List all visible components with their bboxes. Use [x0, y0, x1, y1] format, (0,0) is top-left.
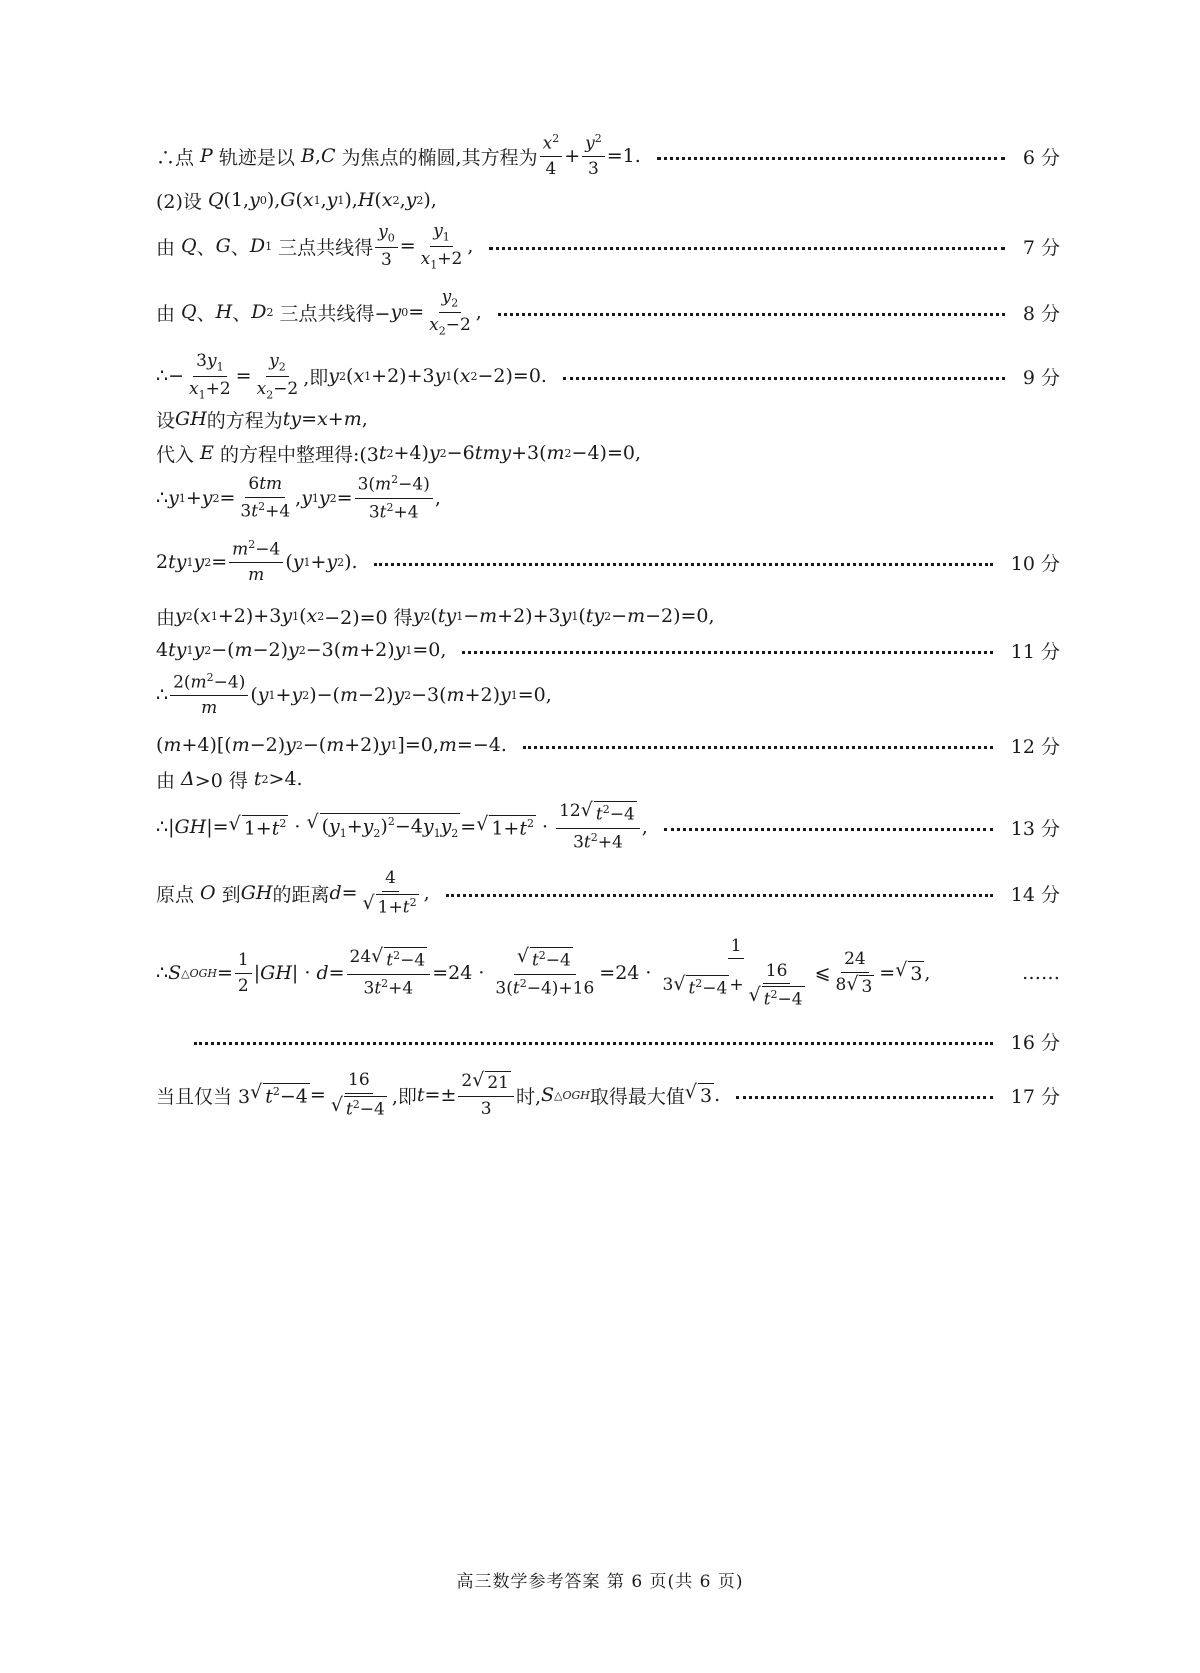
math-content: 由 y 2 ( x 1 +2)+3 y 1 ( x 2 −2)=0 得 y 2 ( ty 1 − m +2)+3 y 1 ( ty 2 − m −2)=0,	[156, 605, 715, 629]
math-content: ∴点 P 轨迹是以 B , C 为焦点的椭圆,其方程为 $\frac{x^2}{4}$ + $\frac{y^2}{3}$ =1.	[156, 132, 641, 180]
line-5	[156, 406, 1060, 432]
math-content: 当且仅当 3 √ $t^2-4$ = 16 √ $t^2-4$ ,即 t =± 2 √ 21 3 时, S △OGH 取得最大值 √ 3 .	[156, 1069, 721, 1120]
score-label: 9 分	[1022, 366, 1060, 389]
line-15	[156, 868, 1060, 918]
score-label: 17 分	[1010, 1085, 1060, 1108]
math-content: ∴ y 1 + y 2 = $\frac{6tm}{3t^2+4}$ , y 1 y 2 = $\frac{3(m^2-4)}{3t^2+4}$ ,	[156, 473, 441, 523]
math-content: 原点 O 到 GH 的距离 d = 4 √ $1+t^2$ ,	[156, 868, 430, 918]
math-content: 2 ty 1 y 2 = $\frac{m^2-4}{m}$ ( y 1 + y 2 ).	[156, 538, 358, 586]
dot-leader	[736, 1096, 993, 1099]
dot-leader	[374, 563, 993, 566]
line-13	[156, 766, 1060, 792]
score-label: 6 分	[1022, 146, 1060, 169]
line-8	[156, 538, 1060, 586]
math-content: ∴ S △OGH = $\frac{1}{2}$ | GH | · d = 24 √ $t^2-4$ $3t^2+4$ =24 · √ $t^2-4$ $3(t^2-4)+16$ =24 · 1 3 √ $t^2-4$ + 16 √ $t^2-4$ ⩽ 24 8 √ 3 = √ 3 ,	[156, 935, 931, 1011]
dot-leader	[489, 247, 1004, 250]
dot-leader	[664, 828, 993, 831]
line-11	[156, 670, 1060, 720]
math-content: (2)设 Q (1, y 0 ), G ( x 1 , y 1 ), H ( x 2 , y 2 ),	[156, 189, 437, 213]
line-2	[156, 220, 1060, 271]
math-content: ∴− $\frac{3y_1}{x_1+2}$ = $\frac{y_2}{x_2-2}$ ,即 y 2 ( x 1 +2)+3 y 1 ( x 2 −2)=0.	[156, 350, 547, 401]
continuation-dots: ……	[1022, 962, 1060, 984]
line-9	[156, 603, 1060, 629]
line-10	[156, 637, 1060, 663]
dot-leader	[446, 894, 993, 897]
line-4	[156, 350, 1060, 401]
dot-leader	[657, 157, 1005, 160]
line-12	[156, 732, 1060, 758]
score-label: 11 分	[1010, 640, 1060, 663]
math-content: 4 ty 1 y 2 −( m −2) y 2 −3( m +2) y 1 =0,	[156, 639, 447, 661]
score-label: 14 分	[1010, 883, 1060, 906]
line-6	[156, 440, 1060, 466]
score-label: 13 分	[1010, 817, 1060, 840]
math-content: 由 Δ >0 得 t 2 >4.	[156, 768, 303, 792]
line-0	[156, 132, 1060, 180]
page-footer: 高三数学参考答案 第 6 页(共 6 页)	[456, 1572, 744, 1592]
dot-leader	[194, 1042, 993, 1045]
math-content: ( m +4)[( m −2) y 2 −( m +2) y 1 ]=0, m =−4.	[156, 734, 507, 756]
line-14	[156, 799, 1060, 853]
dot-leader	[498, 313, 1005, 316]
line-17	[194, 1028, 1060, 1054]
line-3	[156, 286, 1060, 337]
line-7	[156, 474, 1060, 522]
score-label: 10 分	[1010, 552, 1060, 575]
math-content: ∴| GH |= √ $1+t^2$ · √ $(y_1+y_2)^2-4y_1y_2$ = √ $1+t^2$ · 12 √ $t^2-4$ $3t^2+4$ ,	[156, 799, 648, 853]
score-label: 12 分	[1010, 735, 1060, 758]
score-label: 7 分	[1022, 236, 1060, 259]
math-content: 设 GH 的方程为 ty = x + m ,	[156, 408, 368, 432]
math-content: 代入 E 的方程中整理得:(3 t 2 +4) y 2 −6 tmy +3( m 2 −4)=0,	[156, 442, 641, 466]
line-1	[156, 187, 1060, 213]
math-content: 由 Q 、 H 、 D 2 三点共线得− y 0 = $\frac{y_2}{x_2-2}$ ,	[156, 286, 482, 337]
score-label: 8 分	[1022, 302, 1060, 325]
math-content: 由 Q 、 G 、 D 1 三点共线得 $\frac{y_0}{3}$ = $\frac{y_1}{x_1+2}$ ,	[156, 220, 474, 271]
dot-leader	[462, 651, 992, 654]
line-16	[156, 935, 1060, 1011]
dot-leader	[563, 377, 1005, 380]
line-18	[156, 1068, 1060, 1122]
score-label: 16 分	[1010, 1031, 1060, 1054]
dot-leader	[523, 746, 993, 749]
math-content: ∴ $\frac{2(m^2-4)}{m}$ ( y 1 + y 2 )−( m −2) y 2 −3( m +2) y 1 =0,	[156, 671, 552, 719]
